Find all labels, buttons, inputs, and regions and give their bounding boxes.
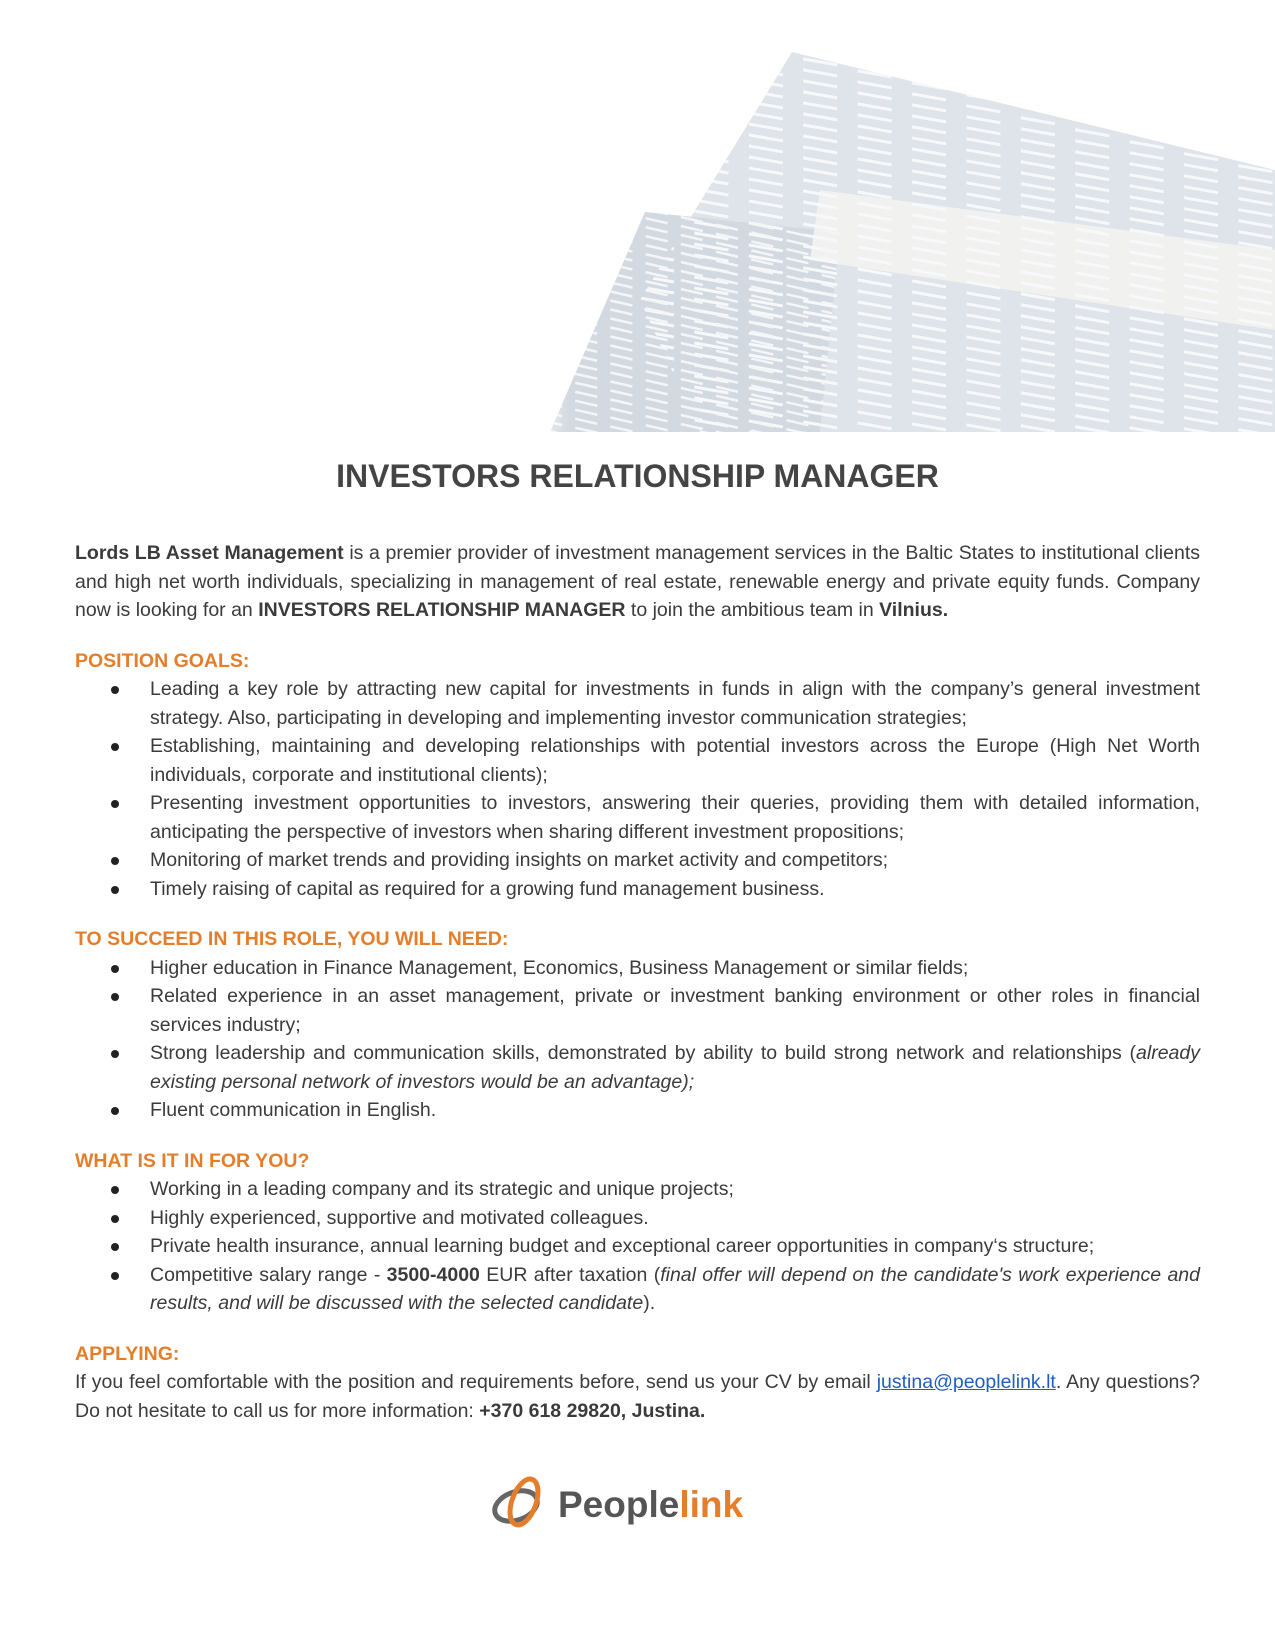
intro-text-1: is a premier provider of investment management services in the Baltic States to institutional clients and high net worth individuals, specializing in management of real estate, renewable energy and private equity funds. Company now is looking for an bbox=[75, 542, 1200, 621]
salary-prefix: Competitive salary range - bbox=[150, 1263, 387, 1286]
contact-phone: +370 618 29820, Justina. bbox=[479, 1399, 706, 1422]
intro-paragraph bbox=[75, 539, 1200, 625]
logo-part-1: People bbox=[558, 1484, 680, 1525]
offer-heading: WHAT IS IT IN FOR YOU? bbox=[75, 1149, 310, 1172]
salary-suffix: ). bbox=[643, 1292, 656, 1314]
requirements-item bbox=[150, 1039, 1200, 1096]
applying-text-1: If you feel comfortable with the position and requirements before, send us your CV by email bbox=[75, 1371, 877, 1393]
page-title: INVESTORS RELATIONSHIP MANAGER bbox=[336, 458, 939, 494]
goals-list bbox=[75, 675, 1200, 903]
requirements-item-text: Strong leadership and communication skills, demonstrated by ability to build strong network and relationships ( bbox=[150, 1042, 1137, 1064]
requirements-heading: TO SUCCEED IN THIS ROLE, YOU WILL NEED: bbox=[75, 928, 509, 950]
offer-item-salary bbox=[150, 1261, 1200, 1318]
requirements-item-note: already existing personal network of investors would be an advantage); bbox=[150, 1042, 1200, 1093]
goals-item: Presenting investment opportunities to investors, answering their queries, providing them with detailed information, anticipating the perspective of investors when sharing different investment propositions; bbox=[150, 789, 1200, 846]
intro-text-2: to join the ambitious team in bbox=[625, 599, 880, 621]
requirements-item: Related experience in an asset management, private or investment banking environment or other roles in financial services industry; bbox=[150, 982, 1200, 1039]
offer-list bbox=[75, 1175, 1200, 1318]
salary-mid: EUR after taxation ( bbox=[479, 1263, 661, 1286]
peoplelink-logo bbox=[488, 1470, 788, 1540]
position-name: INVESTORS RELATIONSHIP MANAGER bbox=[258, 599, 626, 621]
offer-item: Working in a leading company and its strategic and unique projects; bbox=[150, 1175, 1200, 1204]
city-name: Vilnius. bbox=[879, 599, 949, 621]
goals-heading: POSITION GOALS: bbox=[75, 649, 250, 672]
email-link[interactable]: justina@peoplelink.lt bbox=[876, 1371, 1056, 1393]
peoplelink-logo-icon bbox=[488, 1474, 548, 1536]
logo-part-2: link bbox=[679, 1484, 744, 1525]
requirements-item: Fluent communication in English. bbox=[150, 1096, 1200, 1125]
logo-wordmark bbox=[558, 1484, 743, 1526]
company-name: Lords LB Asset Management bbox=[75, 542, 344, 564]
offer-item: Private health insurance, annual learning budget and exceptional career opportunities in company‘s structure; bbox=[150, 1232, 1200, 1261]
goals-item: Leading a key role by attracting new capital for investments in funds in align with the company’s general investment strategy. Also, participating in developing and implementing investor communication strategies; bbox=[150, 675, 1200, 732]
job-description bbox=[75, 539, 1200, 1425]
requirements-item: Higher education in Finance Management, Economics, Business Management or similar fields; bbox=[150, 954, 1200, 983]
goals-item: Timely raising of capital as required for a growing fund management business. bbox=[150, 875, 1200, 904]
goals-item: Establishing, maintaining and developing relationships with potential investors across the Europe (High Net Worth individuals, corporate and institutional clients); bbox=[150, 732, 1200, 789]
requirements-list bbox=[75, 954, 1200, 1125]
salary-range: 3500-4000 bbox=[386, 1263, 480, 1286]
applying-text-2: . Any questions? Do not hesitate to call us for more information: bbox=[75, 1371, 1200, 1422]
applying-heading: APPLYING: bbox=[75, 1342, 180, 1365]
goals-item: Monitoring of market trends and providing insights on market activity and competitors; bbox=[150, 846, 1200, 875]
applying-paragraph bbox=[75, 1368, 1200, 1425]
offer-item: Highly experienced, supportive and motivated colleagues. bbox=[150, 1204, 1200, 1233]
building-facade-image bbox=[520, 0, 1275, 432]
salary-note: final offer will depend on the candidate's work experience and results, and will be discussed with the selected candidate bbox=[150, 1263, 1200, 1314]
